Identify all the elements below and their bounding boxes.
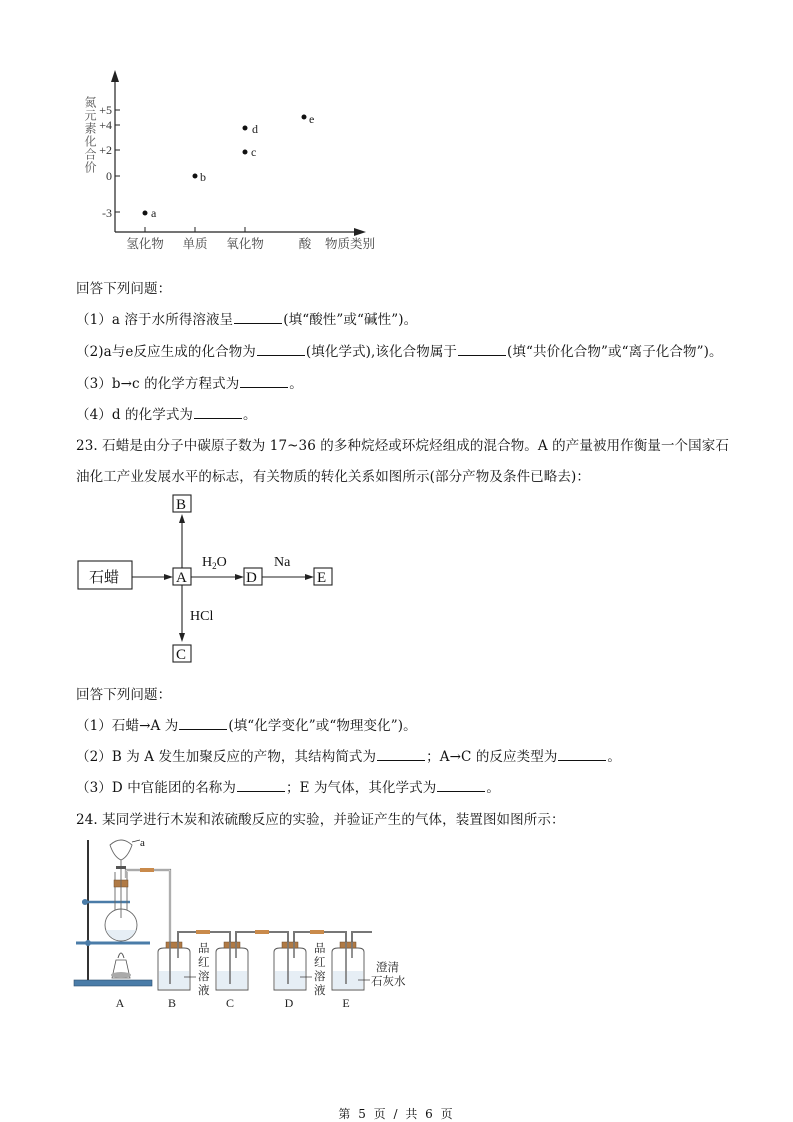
answer-blank[interactable]	[377, 748, 425, 761]
conversion-diagram	[60, 490, 360, 670]
node-E: E	[317, 570, 327, 586]
text: （3）D 中官能团的名称为	[76, 780, 237, 796]
y-axis-label: 氮元素化合价	[83, 96, 97, 174]
y-tick: +2	[99, 143, 112, 157]
q22-item-4	[76, 403, 257, 423]
answer-blank[interactable]	[240, 375, 288, 388]
node-D: D	[246, 570, 257, 586]
q24-stem: 24. 某同学进行木炭和浓硫酸反应的实验，并验证产生的气体，装置图如图所示：	[76, 812, 565, 828]
label-A: A	[115, 996, 125, 1010]
text: ；A→C 的反应类型为	[426, 749, 558, 765]
node-A: A	[176, 570, 187, 586]
answer-blank[interactable]	[234, 311, 282, 324]
answer-blank[interactable]	[558, 748, 606, 761]
label-D: D	[284, 996, 294, 1010]
x-category: 单质	[182, 237, 208, 251]
page-footer: 第 5 页 / 共 6 页	[338, 1107, 455, 1121]
reagent-e-line2: 石灰水	[371, 976, 406, 988]
label-B: B	[167, 996, 177, 1010]
y-tick: 0	[106, 169, 112, 183]
node-B: B	[176, 497, 187, 513]
node-C: C	[176, 647, 187, 663]
reagent-e-line1: 澄清	[376, 962, 399, 974]
text: 。	[289, 376, 303, 392]
q22-item-2	[76, 340, 723, 360]
text: （3）b→c 的化学方程式为	[76, 376, 240, 392]
reagent-b-char: 液	[198, 985, 210, 997]
q23-stem-line2: 油化工产业发展水平的标志，有关物质的转化关系如图所示(部分产物及条件已略去)：	[76, 469, 590, 485]
text: (填化学式),该化合物属于	[305, 344, 458, 360]
x-category: 酸	[298, 237, 312, 251]
text: ；E 为气体，其化学式为	[286, 780, 437, 796]
q22-intro: 回答下列问题：	[76, 281, 172, 297]
y-tick: +4	[99, 118, 112, 132]
reagent-d-char: 品	[314, 943, 326, 955]
reagent-d-char: 溶	[314, 971, 326, 983]
answer-blank[interactable]	[237, 779, 285, 792]
q23-intro: 回答下列问题：	[76, 687, 172, 703]
text: （1）a 溶于水所得溶液呈	[76, 312, 234, 328]
funnel-label: a	[140, 837, 145, 849]
text: (填“化学变化”或“物理变化”)。	[228, 718, 417, 734]
q23-item-1	[76, 714, 417, 734]
q22-item-3	[76, 372, 303, 392]
apparatus-diagram	[60, 830, 420, 1020]
answer-blank[interactable]	[437, 779, 485, 792]
answer-blank[interactable]	[257, 343, 305, 356]
q22-item-1	[76, 308, 417, 328]
point-d	[243, 126, 248, 131]
text: 。	[607, 749, 622, 765]
y-tick: +5	[99, 103, 112, 117]
edge-label-h2o: $H_2O$	[202, 555, 227, 571]
text: (填“共价化合物”或“离子化合物”)。	[507, 344, 723, 360]
reagent-b-char: 红	[198, 957, 210, 969]
text: 。	[243, 407, 257, 423]
edge-label-na: Na	[274, 555, 291, 570]
q23-item-2	[76, 745, 621, 765]
point-a	[143, 211, 148, 216]
q23-item-3	[76, 776, 500, 796]
point-c	[243, 150, 248, 155]
point-b	[193, 174, 198, 179]
reagent-d-char: 红	[314, 957, 326, 969]
point-label: d	[252, 122, 258, 136]
label-C: C	[225, 996, 235, 1010]
valence-chart	[60, 60, 400, 260]
x-category: 氢化物	[126, 237, 164, 251]
reagent-d-char: 液	[314, 985, 326, 997]
text: 。	[486, 780, 500, 796]
point-label: c	[251, 145, 257, 159]
y-tick: -3	[102, 206, 112, 220]
answer-blank[interactable]	[179, 717, 227, 730]
reagent-b-char: 溶	[198, 971, 210, 983]
point-label: a	[151, 206, 157, 220]
text: （2)a与e反应生成的化合物为	[76, 344, 256, 360]
text: （1）石蜡→A 为	[76, 718, 179, 734]
paraffin-label: 石蜡	[89, 570, 120, 586]
reagent-b-char: 品	[198, 943, 210, 955]
x-category: 氧化物	[226, 237, 264, 251]
text: (填“酸性”或“碱性”)。	[283, 312, 418, 328]
label-E: E	[342, 996, 350, 1010]
text: （4）d 的化学式为	[76, 407, 194, 423]
x-axis-label: 物质类别	[324, 237, 376, 251]
text: （2）B 为 A 发生加聚反应的产物，其结构简式为	[76, 749, 377, 765]
point-label: b	[200, 170, 206, 184]
point-e	[302, 115, 307, 120]
point-label: e	[309, 112, 315, 126]
answer-blank[interactable]	[194, 406, 242, 419]
answer-blank[interactable]	[458, 343, 506, 356]
q23-stem-line1: 23. 石蜡是由分子中碳原子数为 17~36 的多种烷烃或环烷烃组成的混合物。A 的产量被用作衡量一个国家石	[76, 438, 729, 454]
edge-label-hcl: HCl	[190, 609, 214, 624]
